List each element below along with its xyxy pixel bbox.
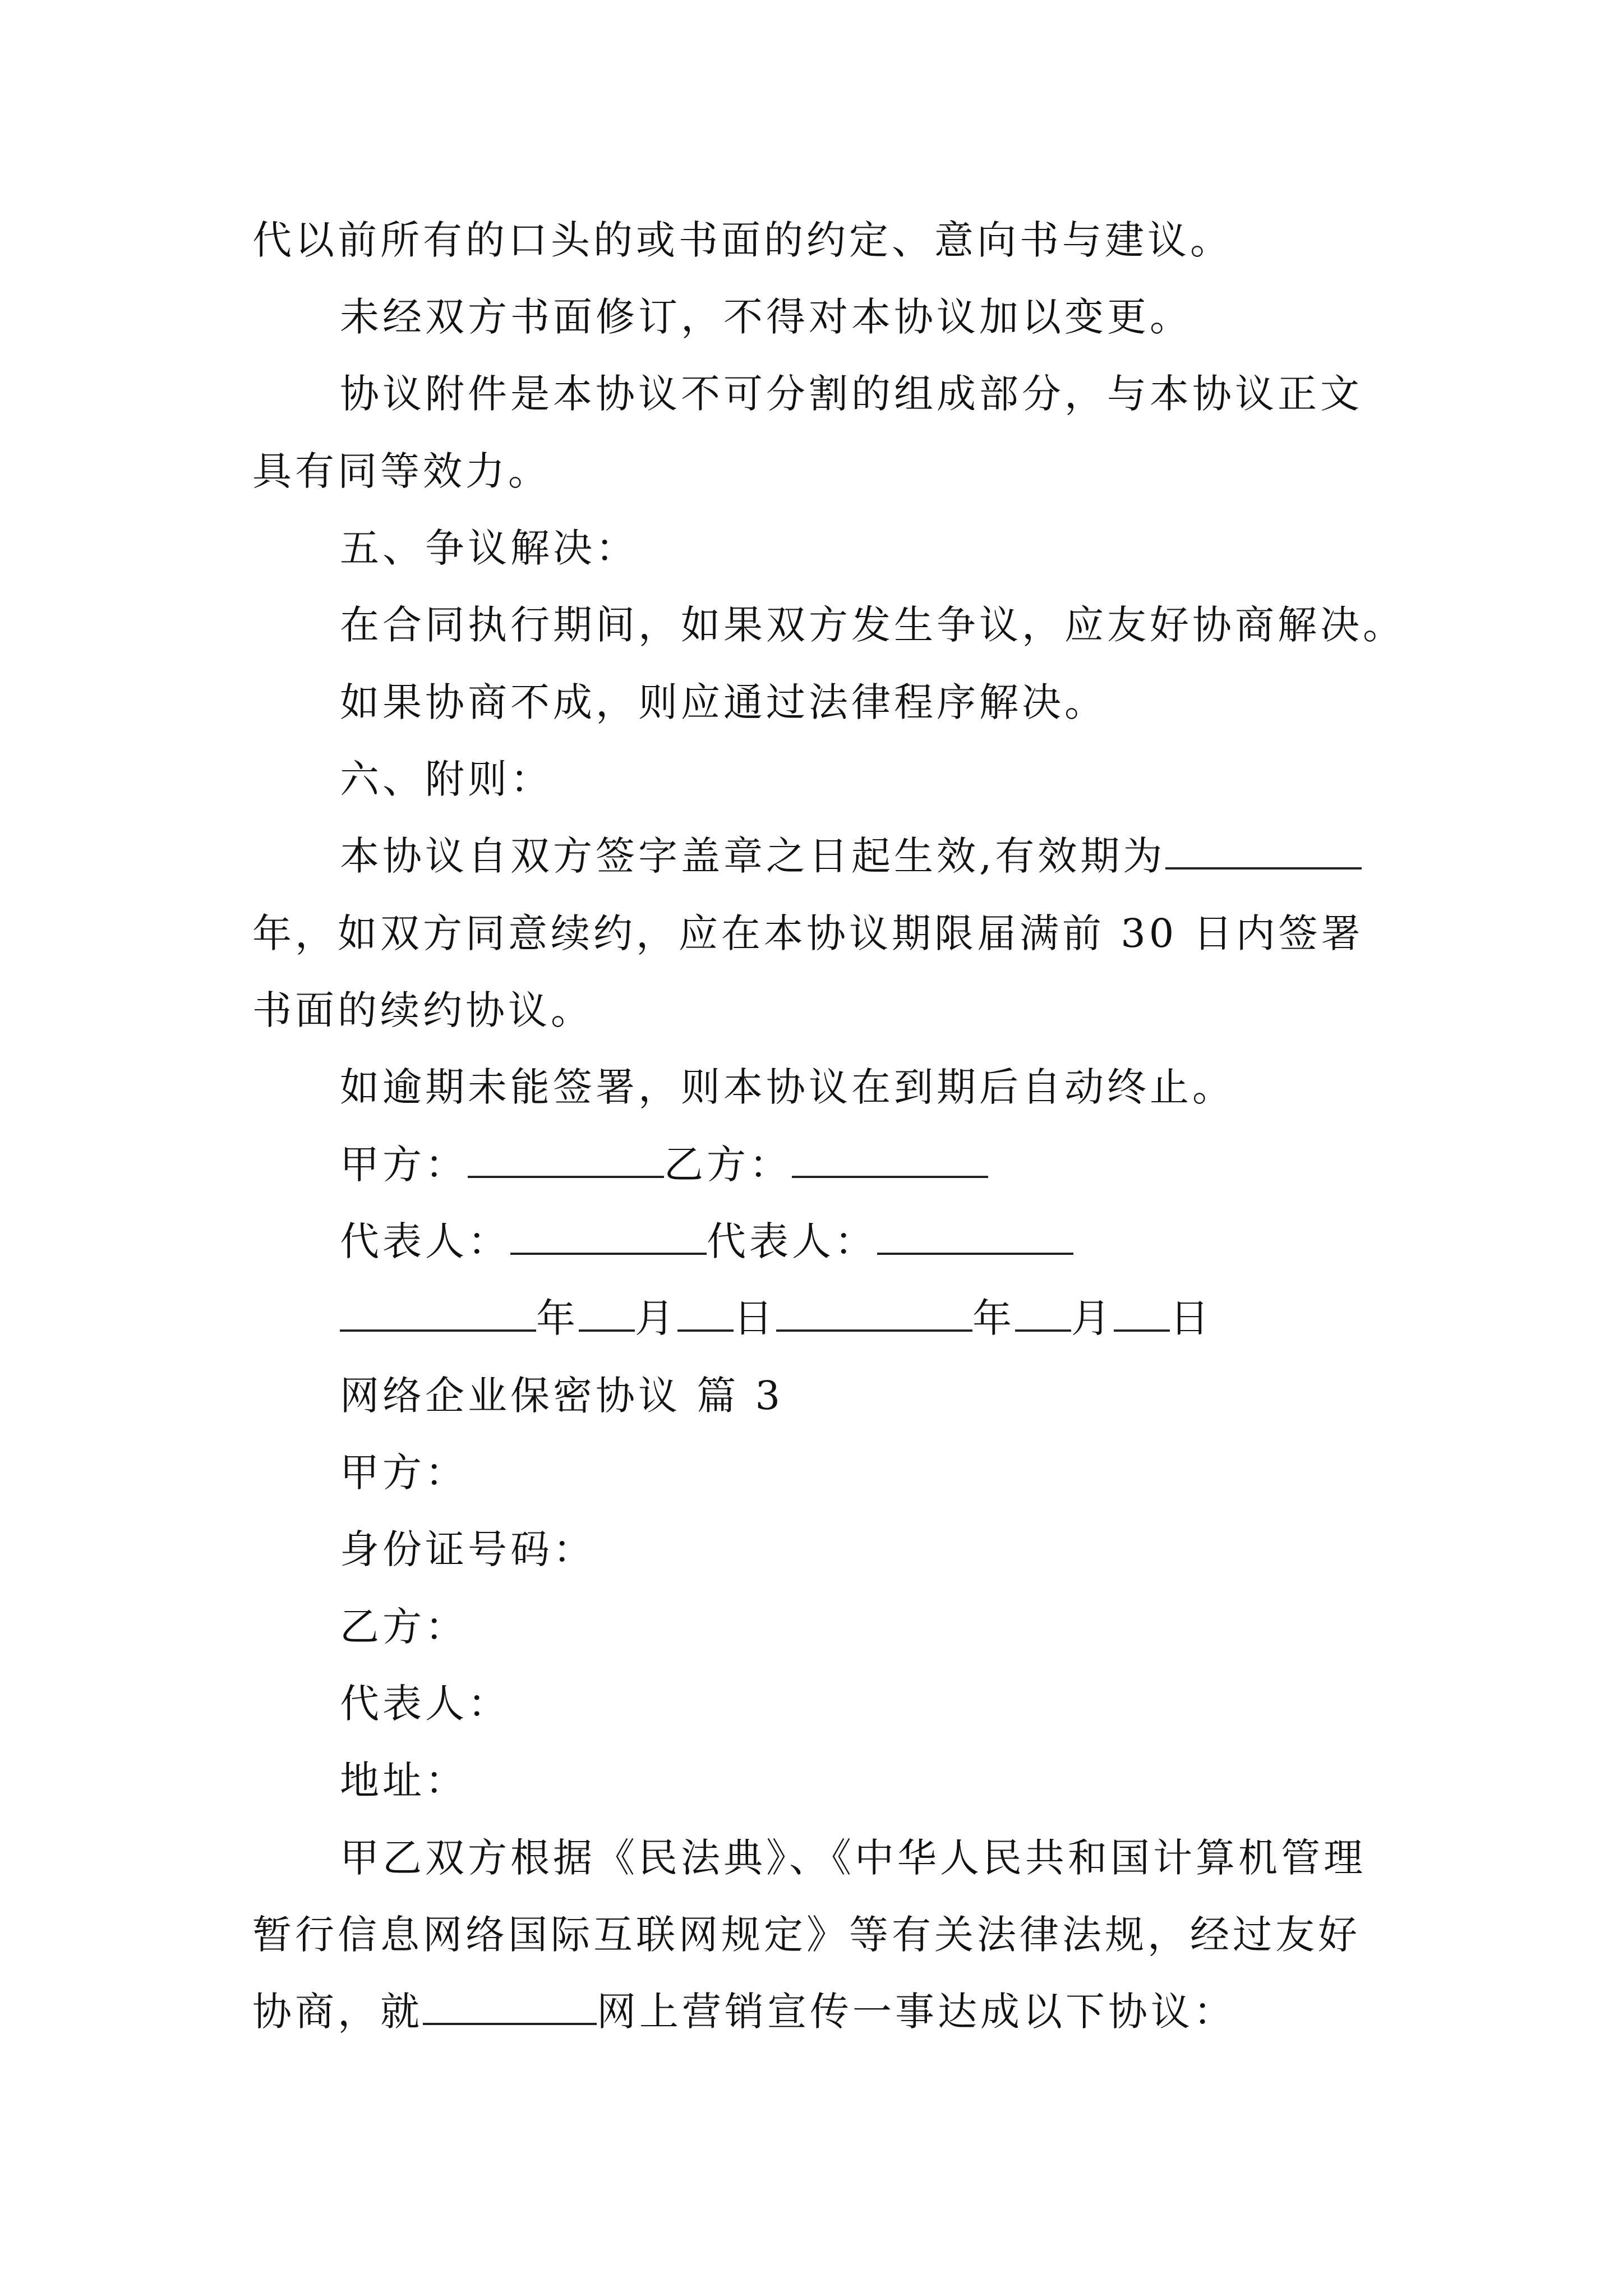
paragraph-dispute-negotiation: 在合同执行期间，如果双方发生争议，应友好协商解决。 — [340, 602, 1405, 648]
party-a-blank — [468, 1140, 664, 1178]
signature-representatives-line — [340, 1213, 1073, 1269]
rep-a-blank — [510, 1217, 707, 1255]
validity-text: 本协议自双方签字盖章之日起生效,有效期为 — [340, 833, 1166, 879]
section3-intro-line3-end: 网上营销宣传一事达成以下协议： — [597, 1989, 1236, 2035]
date-b-day-blank — [1114, 1294, 1170, 1332]
paragraph-dispute-legal: 如果协商不成，则应通过法律程序解决。 — [340, 679, 1107, 725]
paragraph-termination: 如逾期未能签署，则本协议在到期后自动终止。 — [340, 1064, 1235, 1110]
rep-b-label: 代表人： — [707, 1218, 877, 1264]
section3-intro-line3 — [252, 1984, 1236, 2040]
signature-parties-line — [340, 1137, 988, 1193]
paragraph-continuation: 代以前所有的口头的或书面的约定、意向书与建议。 — [252, 217, 1233, 263]
paragraph-validity-line1 — [340, 828, 1362, 884]
date-b-month-label: 月 — [1071, 1295, 1114, 1341]
date-b-year-blank — [776, 1294, 972, 1332]
section3-intro-line1: 甲乙双方根据《民法典》、《中华人民共和国计算机管理 — [340, 1835, 1366, 1881]
date-a-year-blank — [340, 1294, 536, 1332]
section3-party-a: 甲方： — [340, 1450, 468, 1496]
section3-intro-line2: 暂行信息网络国际互联网规定》等有关法律法规，经过友好 — [252, 1912, 1361, 1958]
party-b-blank — [792, 1140, 988, 1178]
date-a-day-label: 日 — [734, 1295, 776, 1341]
paragraph-attachments-line2: 具有同等效力。 — [252, 448, 551, 494]
section3-id-number: 身份证号码： — [340, 1526, 596, 1572]
date-a-month-label: 月 — [635, 1295, 677, 1341]
section3-intro-line3-start: 协商，就 — [252, 1989, 423, 2035]
signature-date-line — [340, 1290, 1212, 1346]
section3-party-b: 乙方： — [340, 1604, 468, 1650]
section3-representative: 代表人： — [340, 1681, 510, 1727]
paragraph-validity-line3: 书面的续约协议。 — [252, 987, 593, 1033]
rep-a-label: 代表人： — [340, 1218, 510, 1264]
date-a-month-blank — [579, 1294, 635, 1332]
date-b-month-blank — [1015, 1294, 1071, 1332]
section3-address: 地址： — [340, 1757, 468, 1803]
date-a-day-blank — [677, 1294, 734, 1332]
date-b-year-label: 年 — [972, 1295, 1015, 1341]
marketing-subject-blank — [423, 1987, 597, 2025]
paragraph-attachments-line1: 协议附件是本协议不可分割的组成部分，与本协议正文 — [340, 371, 1363, 417]
date-a-year-label: 年 — [536, 1295, 579, 1341]
rep-b-blank — [877, 1217, 1073, 1255]
section-heading-dispute: 五、争议解决： — [340, 525, 638, 571]
section3-title: 网络企业保密协议 篇 3 — [340, 1373, 784, 1419]
party-a-label: 甲方： — [340, 1142, 468, 1188]
section-heading-supplementary: 六、附则： — [340, 756, 553, 802]
validity-term-blank — [1165, 831, 1362, 869]
paragraph-validity-line2: 年，如双方同意续约，应在本协议期限届满前 30 日内签署 — [252, 910, 1364, 956]
paragraph-amendment: 未经双方书面修订，不得对本协议加以变更。 — [340, 294, 1192, 340]
party-b-label: 乙方： — [664, 1142, 792, 1188]
date-b-day-label: 日 — [1170, 1295, 1212, 1341]
